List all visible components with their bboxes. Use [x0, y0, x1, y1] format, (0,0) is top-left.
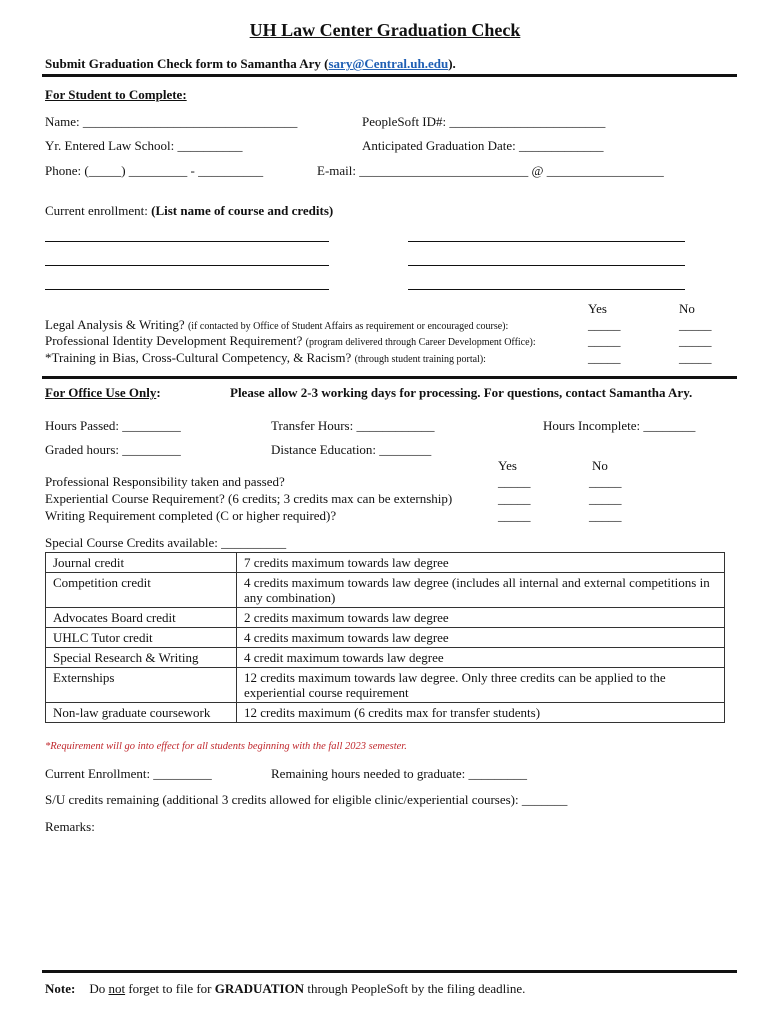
table-row [46, 553, 725, 573]
year-entered-field[interactable]: Yr. Entered Law School: __________ [45, 138, 243, 153]
note-label: Note: [45, 981, 76, 996]
remarks-label: Remarks: [45, 819, 95, 834]
credit-limit: 12 credits maximum towards law degree. Only three credits can be applied to the experiential course requirement [237, 668, 725, 703]
credit-type: Externships [46, 668, 237, 703]
table-row [46, 648, 725, 668]
office-check-no-blank[interactable]: _____ [589, 508, 622, 523]
hours-passed-field[interactable]: Hours Passed: _________ [45, 418, 181, 433]
requirement-row [45, 333, 536, 349]
special-credits-field[interactable]: Special Course Credits available: __________ [45, 535, 287, 550]
office-check-yes-blank[interactable]: _____ [498, 474, 531, 489]
distance-education-field[interactable]: Distance Education: ________ [271, 442, 432, 457]
contact-email-link[interactable]: sary@Central.uh.edu [328, 56, 449, 71]
table-row [46, 628, 725, 648]
submit-suffix: ). [448, 56, 456, 71]
table-row [46, 668, 725, 703]
requirement-no-blank[interactable]: _____ [679, 317, 712, 332]
office-check-yes-blank[interactable]: _____ [498, 491, 531, 506]
enrollment-line[interactable] [408, 265, 685, 266]
credit-type: Competition credit [46, 573, 237, 608]
transfer-hours-field[interactable]: Transfer Hours: ____________ [271, 418, 435, 433]
enrollment-line[interactable] [45, 241, 329, 242]
filing-note [45, 981, 525, 997]
requirement-footnote: *Requirement will go into effect for all students beginning with the fall 2023 semester. [45, 741, 407, 752]
credit-limit: 7 credits maximum towards law degree [237, 553, 725, 573]
enrollment-line[interactable] [408, 241, 685, 242]
enrollment-hint: (List name of course and credits) [151, 203, 334, 218]
credit-limit: 2 credits maximum towards law degree [237, 608, 725, 628]
credit-type: Non-law graduate coursework [46, 703, 237, 723]
requirement-row [45, 317, 508, 333]
office-check-label: Experiential Course Requirement? (6 credits; 3 credits max can be externship) [45, 491, 453, 506]
credit-limit: 4 credits maximum towards law degree [237, 628, 725, 648]
office-check-yes-blank[interactable]: _____ [498, 508, 531, 523]
table-row [46, 703, 725, 723]
anticipated-graduation-field[interactable]: Anticipated Graduation Date: _____________ [362, 138, 604, 153]
note-graduation: GRADUATION [214, 981, 305, 996]
requirement-yes-blank[interactable]: _____ [588, 350, 621, 365]
office-check-label: Writing Requirement completed (C or higher required)? [45, 508, 337, 523]
credit-type: Advocates Board credit [46, 608, 237, 628]
current-enrollment-field[interactable]: Current Enrollment: _________ [45, 766, 212, 781]
phone-field[interactable]: Phone: (_____) _________ - __________ [45, 163, 264, 178]
requirement-note: (through student training portal): [354, 354, 486, 365]
enrollment-line[interactable] [45, 265, 329, 266]
peoplesoft-id-field[interactable]: PeopleSoft ID#: ________________________ [362, 114, 606, 129]
requirement-label: Legal Analysis & Writing? [45, 317, 188, 332]
credit-limit: 12 credits maximum (6 credits max for transfer students) [237, 703, 725, 723]
requirement-yes-blank[interactable]: _____ [588, 333, 621, 348]
requirement-yes-blank[interactable]: _____ [588, 317, 621, 332]
requirements-yes-header: Yes [588, 301, 607, 316]
credit-type: Journal credit [46, 553, 237, 573]
note-text: forget to file for [125, 981, 215, 996]
name-field[interactable]: Name: _________________________________ [45, 114, 298, 129]
requirement-label: Professional Identity Development Requirement? [45, 333, 306, 348]
office-check-no-blank[interactable]: _____ [589, 474, 622, 489]
credit-limit: 4 credit maximum towards law degree [237, 648, 725, 668]
graded-hours-field[interactable]: Graded hours: _________ [45, 442, 181, 457]
enrollment-label-text: Current enrollment: [45, 203, 152, 218]
requirement-note: (program delivered through Career Development Office): [305, 337, 536, 348]
hours-incomplete-field[interactable]: Hours Incomplete: ________ [543, 418, 696, 433]
requirements-no-header: No [679, 301, 695, 316]
table-row [46, 573, 725, 608]
email-field[interactable]: E-mail: __________________________ @ __________________ [317, 163, 664, 178]
office-no-header: No [592, 458, 608, 473]
office-check-no-blank[interactable]: _____ [589, 491, 622, 506]
remaining-hours-field[interactable]: Remaining hours needed to graduate: _________ [271, 766, 527, 781]
divider-bottom [42, 970, 737, 973]
requirement-label: *Training in Bias, Cross-Cultural Competency, & Racism? [45, 350, 355, 365]
enrollment-line[interactable] [45, 289, 329, 290]
processing-notice: Please allow 2-3 working days for processing. For questions, contact Samantha Ary. [230, 385, 693, 400]
table-row [46, 608, 725, 628]
credits-table [45, 552, 725, 723]
form-title: UH Law Center Graduation Check [249, 20, 521, 40]
credit-limit: 4 credits maximum towards law degree (includes all internal and external competitions in any combination) [237, 573, 725, 608]
note-emphasis: not [108, 981, 126, 996]
submit-instruction [45, 56, 456, 72]
requirement-note: (if contacted by Office of Student Affairs as requirement or encouraged course): [187, 321, 509, 332]
office-heading [45, 385, 161, 401]
requirement-no-blank[interactable]: _____ [679, 333, 712, 348]
note-text: Do [89, 981, 109, 996]
credit-type: Special Research & Writing [46, 648, 237, 668]
credit-type: UHLC Tutor credit [46, 628, 237, 648]
requirement-row [45, 350, 486, 366]
office-heading-text: For Office Use Only [45, 385, 157, 400]
note-text: through PeopleSoft by the filing deadline. [304, 981, 526, 996]
office-heading-colon: : [156, 385, 161, 400]
submit-prefix: Submit Graduation Check form to Samantha Ary ( [45, 56, 329, 71]
divider-top [42, 74, 737, 77]
office-yes-header: Yes [498, 458, 517, 473]
divider-middle [42, 376, 737, 379]
su-credits-field[interactable]: S/U credits remaining (additional 3 credits allowed for eligible clinic/experiential courses): _______ [45, 792, 568, 807]
student-heading: For Student to Complete: [45, 87, 187, 102]
office-check-label: Professional Responsibility taken and passed? [45, 474, 285, 489]
requirement-no-blank[interactable]: _____ [679, 350, 712, 365]
enrollment-line[interactable] [408, 289, 685, 290]
enrollment-label [45, 203, 333, 219]
